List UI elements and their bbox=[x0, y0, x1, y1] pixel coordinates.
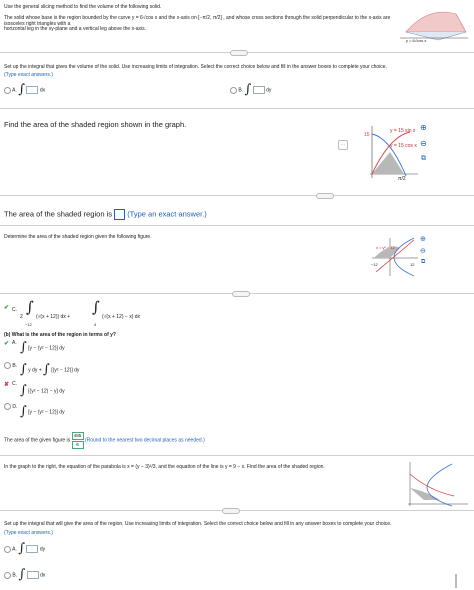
q1-option-a-label: A. bbox=[12, 87, 17, 94]
integral-sign: ∫ bbox=[20, 340, 27, 355]
q3-prompt: Determine the area of the shaded region given the following figure. bbox=[4, 234, 152, 240]
q4-a-integrand-input[interactable] bbox=[26, 545, 38, 553]
divider bbox=[0, 225, 474, 226]
q2-answer-hint: (Type an exact answer.) bbox=[127, 209, 207, 219]
q3-b-option-a-label: A. bbox=[12, 340, 17, 346]
q3-tick-right: 12 bbox=[410, 262, 415, 267]
q3-fig-label: x = y² − 12 bbox=[376, 245, 395, 250]
q3-b-option-b[interactable] bbox=[4, 362, 17, 369]
q3-option-c-expr[interactable] bbox=[20, 300, 160, 326]
solid-face bbox=[406, 12, 466, 32]
q3-b-option-c-label: C. bbox=[12, 381, 17, 387]
q1-option-b[interactable] bbox=[230, 82, 272, 97]
q2-prompt: Find the area of the shaded region shown in the graph. bbox=[4, 120, 187, 129]
q2-y-tick: 15 bbox=[364, 132, 370, 138]
divider bbox=[0, 455, 474, 456]
integral-sign: ∫ bbox=[244, 82, 252, 97]
q3-c-lim-b: 4 bbox=[94, 322, 97, 327]
q3-b-option-c[interactable] bbox=[12, 381, 17, 387]
q4-option-b[interactable] bbox=[4, 567, 46, 582]
divider bbox=[0, 108, 474, 109]
integral-sign: ∫ bbox=[18, 541, 26, 556]
integral-sign: ∫ bbox=[20, 404, 27, 419]
zoom-out-icon[interactable]: ⊖ bbox=[420, 248, 426, 255]
integral-sign: ∫ bbox=[18, 82, 26, 97]
q4-setup: Set up the integral that will give the area of the region. Use increasing limits of integration. Select the correct choice below and fill in any answer boxes to complete your choice. bbox=[4, 521, 392, 527]
zoom-in-icon[interactable]: ⊕ bbox=[420, 123, 427, 132]
q1-a-var: dx bbox=[39, 87, 46, 94]
q3-b-a-expr: [y − (y² − 12)] dy bbox=[28, 345, 65, 352]
q4-b-var: dx bbox=[40, 572, 46, 579]
q3-b-b-expr1: y dy + bbox=[28, 367, 42, 374]
q4-type-exact: (Type exact answers.) bbox=[4, 530, 53, 536]
integral-sign: ∫ bbox=[43, 362, 50, 377]
q3-area-hint: (Round to the nearest two decimal places as needed.) bbox=[84, 437, 205, 444]
integral-sign: ∫ bbox=[92, 298, 100, 316]
q3-b-option-d-radio[interactable] bbox=[4, 403, 11, 410]
q3-area-fraction bbox=[72, 432, 84, 449]
q4-prompt: In the graph to the right, the equation of the parabola is x = (y − 3)²/3, and the equation of the line is y = 9 − x. Find the area of the shaded region. bbox=[4, 464, 325, 470]
shaded-region bbox=[372, 152, 404, 174]
q1-setup: Set up the integral that gives the volume of the solid. Use increasing limits of integration. Select the correct choice below and fill in the answer boxes to complete your choice. bbox=[4, 64, 387, 70]
q3-area-prefix: The area of the given figure is bbox=[4, 437, 71, 444]
q3-b-option-d-label: D. bbox=[12, 403, 18, 410]
q1-line1a: The solid whose base is the region bounded by the curve y = 6√cos x and the x-axis on bbox=[4, 15, 197, 21]
q3-b-option-b-expr bbox=[20, 362, 80, 377]
q3-b-option-a-expr bbox=[20, 340, 65, 355]
integral-sign: ∫ bbox=[20, 362, 27, 377]
q4-b-integrand-input[interactable] bbox=[27, 571, 39, 579]
q4-option-a-radio[interactable] bbox=[4, 546, 11, 553]
correct-mark-icon: ✔ bbox=[4, 305, 10, 311]
parabola bbox=[394, 238, 414, 276]
q1-b-integrand-input[interactable] bbox=[253, 86, 265, 94]
q1-b-var: dy bbox=[266, 87, 272, 94]
more-icon[interactable]: ⋯ bbox=[338, 140, 348, 150]
q1-option-a-radio[interactable] bbox=[4, 87, 11, 94]
scrollbar[interactable] bbox=[455, 574, 457, 588]
integral-sign: ∫ bbox=[20, 383, 27, 398]
q3-b-d-expr: [y − (y² − 12)] dy bbox=[28, 409, 65, 416]
correct-mark-icon: ✔ bbox=[4, 341, 10, 347]
expand-handle[interactable] bbox=[316, 193, 334, 199]
q1-fig-label: y = 6√cos x bbox=[406, 38, 427, 43]
q2-cos-label: y = 15 cos x bbox=[390, 143, 417, 149]
expand-icon[interactable]: ⧉ bbox=[421, 155, 426, 162]
expand-handle[interactable] bbox=[230, 50, 248, 56]
expand-icon[interactable]: ⧉ bbox=[421, 259, 426, 265]
q3-part-b: (b) What is the area of the region in terms of y? bbox=[4, 332, 116, 338]
q3-b-option-a[interactable] bbox=[12, 340, 17, 346]
q3-b-option-d-expr bbox=[20, 404, 65, 419]
expand-handle[interactable] bbox=[232, 291, 250, 297]
zoom-out-icon[interactable]: ⊖ bbox=[420, 139, 427, 148]
q3-b-option-b-radio[interactable] bbox=[4, 362, 11, 369]
q1-instruction: Use the general slicing method to find the volume of the following solid. bbox=[4, 4, 162, 10]
q4-graph bbox=[406, 460, 470, 508]
divider bbox=[0, 195, 474, 196]
q2-answer-input[interactable] bbox=[114, 209, 125, 220]
q4-option-a-label: A. bbox=[12, 546, 17, 553]
q4-option-b-label: B. bbox=[12, 572, 18, 579]
q3-c-integrand1: (√(x + 12)) dx + bbox=[36, 314, 71, 320]
q1-option-a[interactable] bbox=[4, 82, 46, 97]
q3-area-numerator[interactable]: 485 bbox=[72, 432, 84, 440]
q3-c-lim-a: −12 bbox=[25, 322, 32, 327]
q1-a-integrand-input[interactable] bbox=[26, 86, 38, 94]
q3-b-b-expr2: [(y² − 12)] dy bbox=[51, 367, 80, 374]
q3-area-denominator[interactable]: 6 bbox=[72, 441, 84, 449]
zoom-in-icon[interactable]: ⊕ bbox=[420, 236, 426, 243]
q3-c-integrand2: (√(x + 12) − x) dx bbox=[102, 314, 141, 320]
integral-sign: ∫ bbox=[18, 567, 26, 582]
q3-b-c-expr: [(y² − 12) − y] dy bbox=[28, 388, 65, 395]
q3-area-row bbox=[4, 432, 205, 449]
q3-c-label: C. bbox=[12, 307, 17, 313]
q2-answer-row bbox=[4, 209, 207, 220]
q1-line1b: , and whose cross sections through the solid perpendicular to the x-axis are isosceles right triangles with a bbox=[4, 15, 391, 27]
q1-line2: horizontal leg in the xy-plane and a vertical leg above the x-axis. bbox=[4, 26, 147, 32]
q4-option-a[interactable] bbox=[4, 541, 46, 556]
q1-option-b-radio[interactable] bbox=[230, 87, 237, 94]
expand-handle[interactable] bbox=[222, 508, 240, 514]
q2-x-tick: π/2 bbox=[398, 176, 406, 182]
q3-b-option-d[interactable] bbox=[4, 403, 17, 410]
q1-interval: [−π/2, π/2] bbox=[198, 15, 222, 21]
q4-a-var: dy bbox=[39, 546, 46, 553]
q2-answer-prefix: The area of the shaded region is bbox=[4, 209, 112, 219]
integral-sign: ∫ bbox=[26, 298, 34, 316]
q3-graph bbox=[370, 236, 420, 278]
q1-type-exact: (Type exact answers.) bbox=[4, 72, 53, 78]
q4-option-b-radio[interactable] bbox=[4, 572, 11, 579]
q3-b-option-c-expr bbox=[20, 383, 65, 398]
q3-c-coef: 2 bbox=[20, 314, 23, 320]
q1-option-b-label: B. bbox=[238, 87, 244, 94]
q2-sin-label: y = 15 sin x bbox=[390, 128, 416, 134]
q3-tick-left: −12 bbox=[371, 262, 378, 267]
incorrect-mark-icon: ✘ bbox=[4, 382, 10, 388]
q3-b-option-b-label: B. bbox=[12, 362, 18, 369]
